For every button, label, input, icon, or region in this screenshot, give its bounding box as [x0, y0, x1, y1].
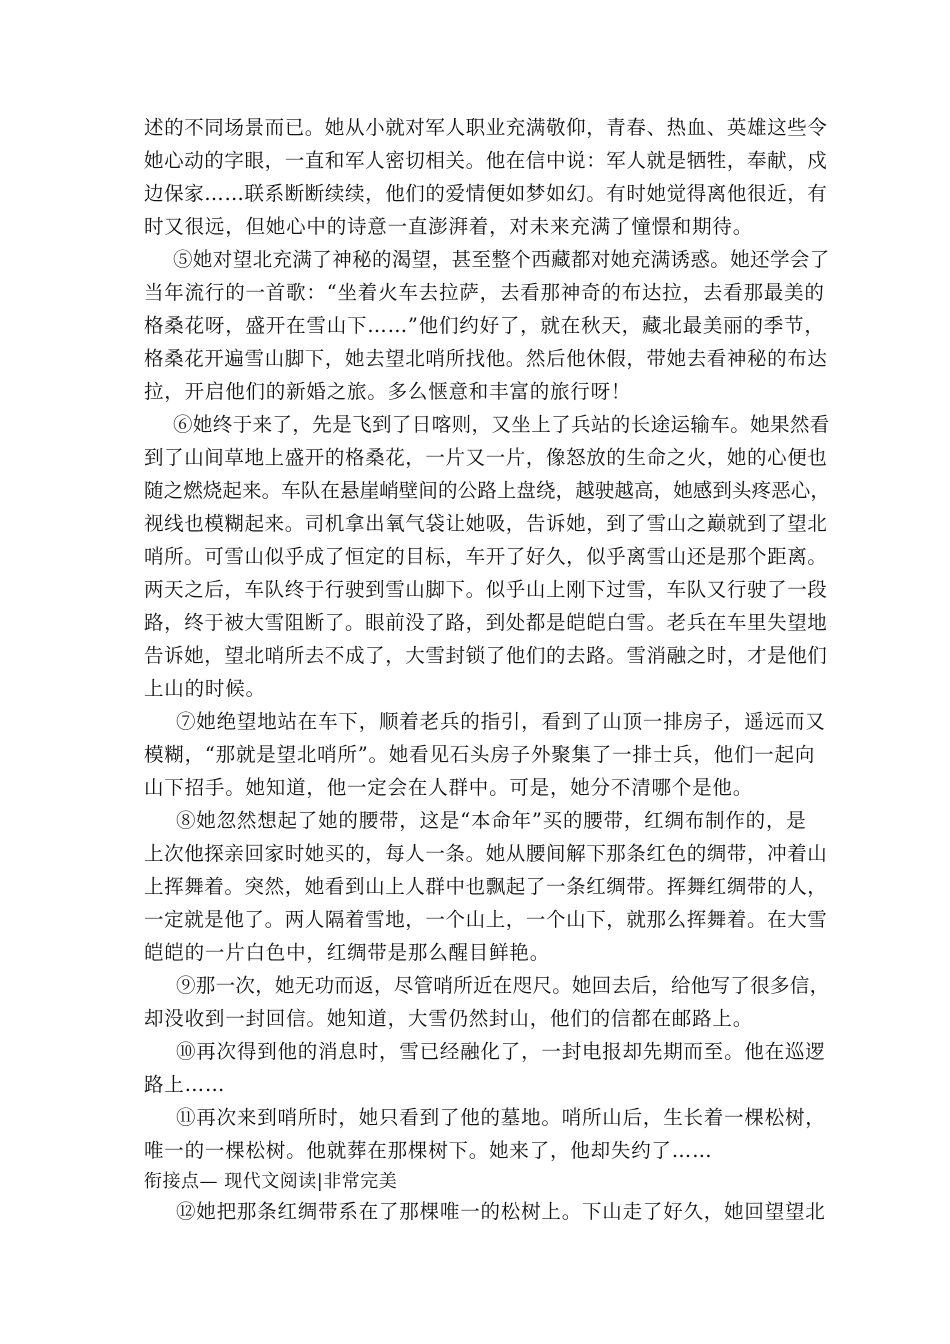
text-line: 路，终于被大雪阻断了。眼前没了路，到处都是皑皑白雪。老兵在车里失望地 — [144, 611, 828, 634]
text-line: 上次他探亲回家时她买的，每人一条。她从腰间解下那条红色的绸带，冲着山 — [144, 842, 828, 865]
text-line: 当年流行的一首歌：“坐着火车去拉萨，去看那神奇的布达拉，去看那最美的 — [144, 281, 825, 304]
text-line: 两天之后，车队终于行驶到雪山脚下。似乎山上刚下过雪，车队又行驶了一段 — [144, 578, 828, 601]
text-line: 告诉她，望北哨所去不成了，大雪封锁了他们的去路。雪消融之时，才是他们 — [144, 644, 828, 667]
text-line: 格桑花呀，盛开在雪山下……”他们约好了，就在秋天，藏北最美丽的季节， — [144, 314, 825, 337]
text-line: 随之燃烧起来。车队在悬崖峭壁间的公路上盘绕，越驶越高，她感到头疼恶心， — [144, 479, 831, 502]
text-line: 一定就是他了。两人隔着雪地，一个山上，一个山下，就那么挥舞着。在大雪 — [144, 908, 828, 931]
paragraph-11-start: ⑪再次来到哨所时，她只看到了他的墓地。哨所山后，生长着一棵松树， — [176, 1106, 826, 1129]
paragraph-6-start: ⑥她终于来了，先是飞到了日喀则，又坐上了兵站的长途运输车。她果然看 — [173, 413, 830, 436]
paragraph-7-start: ⑦她绝望地站在车下，顺着老兵的指引，看到了山顶一排房子，遥远而又 — [176, 710, 826, 733]
text-line: 边保家……联系断断续续，他们的爱情便如梦如幻。有时她觉得离他很近，有 — [144, 182, 828, 205]
paragraph-12-start: ⑫她把那条红绸带系在了那棵唯一的松树上。下山走了好久，她回望望北 — [176, 1200, 826, 1223]
text-line: 上挥舞着。突然，她看到山上人群中也飘起了一条红绸带。挥舞红绸带的人， — [144, 875, 828, 898]
paragraph-5-start: ⑤她对望北充满了神秘的渴望，甚至整个西藏都对她充满诱惑。她还学会了 — [173, 248, 830, 271]
text-line: 拉，开启他们的新婚之旅。多么惬意和丰富的旅行呀！ — [144, 380, 632, 403]
text-line: 格桑花开遍雪山脚下，她去望北哨所找他。然后他休假，带她去看神秘的布达 — [144, 347, 828, 370]
text-line: 却没收到一封回信。她知道，大雪仍然封山，他们的信都在邮路上。 — [144, 1007, 754, 1030]
text-line: 上山的时候。 — [144, 677, 266, 700]
text-line: 模糊，“那就是望北哨所”。她看见石头房子外聚集了一排士兵，他们一起向 — [144, 743, 816, 766]
text-line: 哨所。可雪山似乎成了恒定的目标，车开了好久，似乎离雪山还是那个距离。 — [144, 545, 828, 568]
text-line: 唯一的一棵松树。他就葬在那棵树下。她来了，他却失约了…… — [144, 1139, 713, 1162]
text-line: 山下招手。她知道，他一定会在人群中。可是，她分不清哪个是他。 — [144, 776, 754, 799]
paragraph-10-start: ⑩再次得到他的消息时，雪已经融化了，一封电报却先期而至。他在巡逻 — [176, 1040, 826, 1063]
text-line: 路上…… — [144, 1073, 226, 1096]
paragraph-9-start: ⑨那一次，她无功而返，尽管哨所近在咫尺。她回去后，给他写了很多信， — [176, 974, 830, 997]
text-line: 皑皑的一片白色中，红绸带是那么醒目鲜艳。 — [144, 941, 551, 964]
text-line: 时又很远，但她心中的诗意一直澎湃着，对未来充满了憧憬和期待。 — [144, 215, 754, 238]
paragraph-8-start: ⑧她忽然想起了她的腰带，这是“本命年”买的腰带，红绸布制作的，是 — [176, 809, 807, 832]
text-line: 她心动的字眼，一直和军人密切相关。他在信中说：军人就是牺牲，奉献，戍 — [144, 149, 828, 172]
section-footer-label: 衔接点— 现代文阅读|非常完美 — [144, 1171, 398, 1192]
text-line: 视线也模糊起来。司机拿出氧气袋让她吸，告诉她，到了雪山之巅就到了望北 — [144, 512, 828, 535]
text-line: 述的不同场景而已。她从小就对军人职业充满敬仰，青春、热血、英雄这些令 — [144, 116, 828, 139]
text-line: 到了山间草地上盛开的格桑花，一片又一片，像怒放的生命之火，她的心便也 — [144, 446, 828, 469]
